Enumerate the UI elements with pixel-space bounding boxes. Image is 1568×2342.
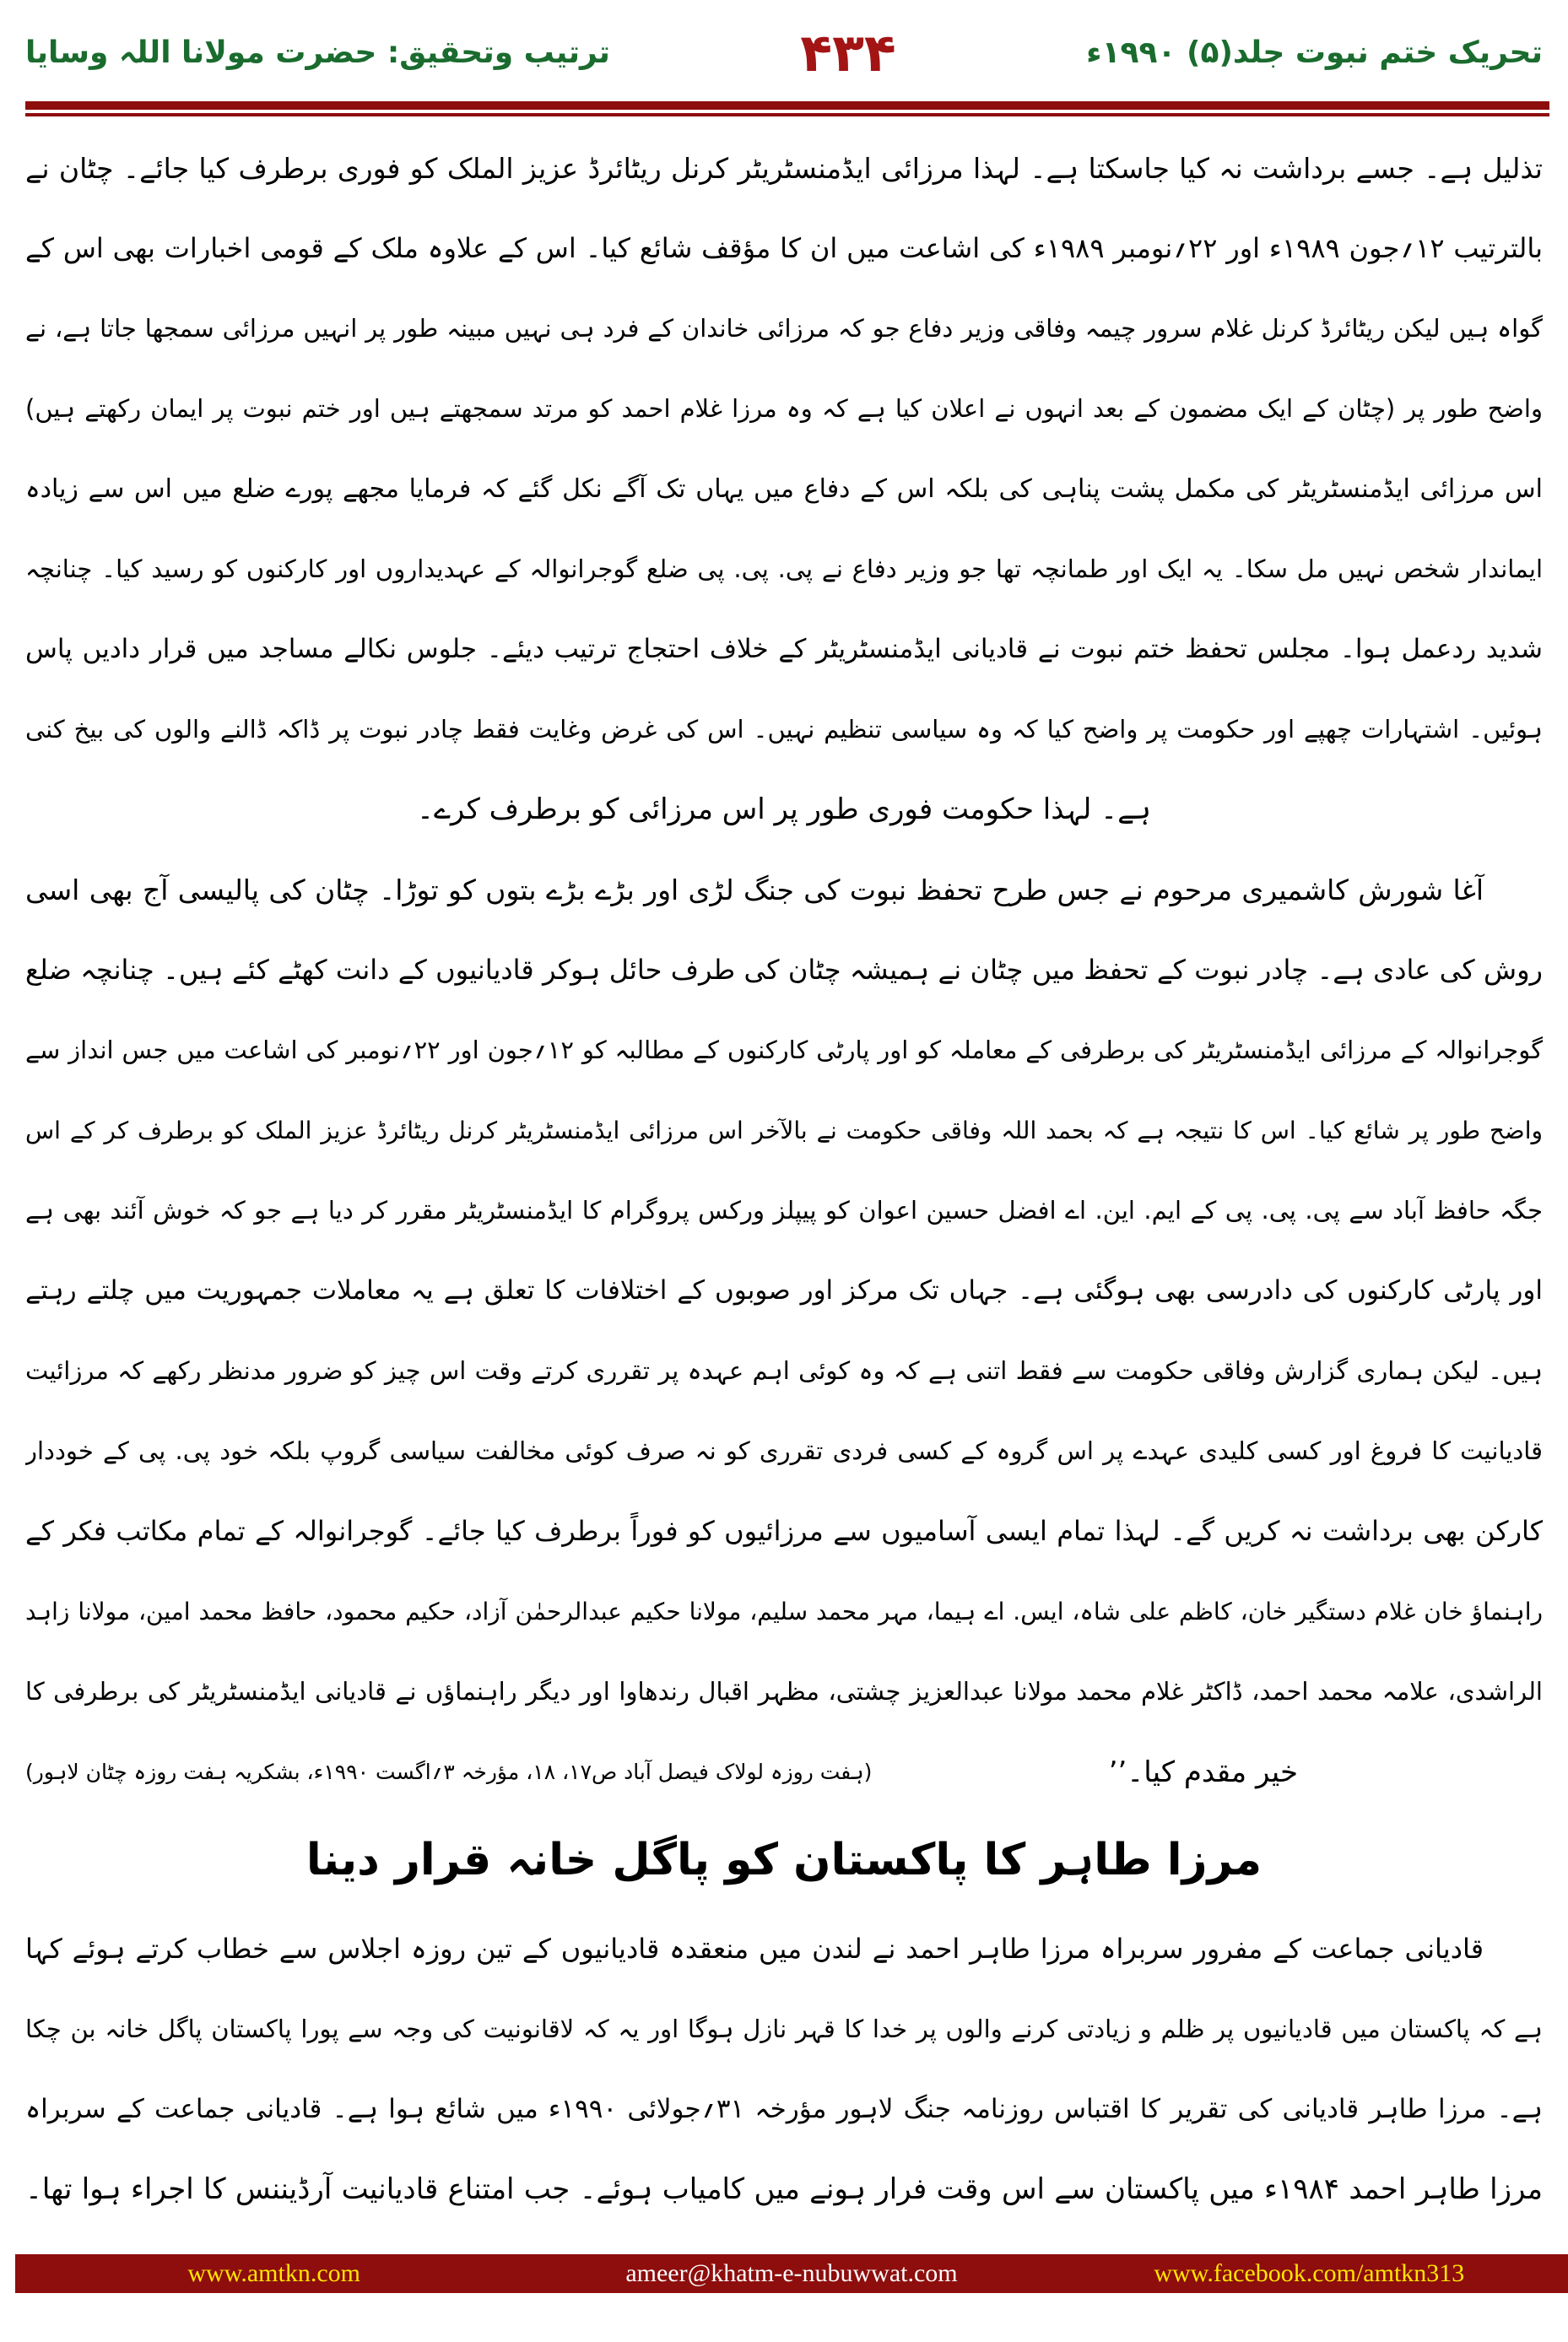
source-citation: (ہفت روزہ لولاک فیصل آباد ص۱۷، ۱۸، مؤرخہ ۳؍اگست ۱۹۹۰ء، بشکریہ ہفت روزہ چٹان لاہور) <box>25 1760 873 1784</box>
email-link[interactable]: ameer@khatm-e-nubuwwat.com <box>625 2259 958 2287</box>
paragraph-closing: خیر مقدم کیا۔’’ <box>1108 1755 1298 1789</box>
website-link[interactable]: www.amtkn.com <box>187 2259 360 2287</box>
header-rule-thick <box>25 101 1549 110</box>
body-line: ہے کہ پاکستان میں قادیانیوں پر ظلم و زیادتی کرنے والوں پر خدا کا قہر نازل ہوگا اور یہ کہ لاقانونیت کی وجہ سے پورا پاکستان پاگل خانہ بن چکا <box>25 2015 1543 2043</box>
body-line: جگہ حافظ آباد سے پی. پی. پی کے ایم. این. اے افضل حسین اعوان کو پیپلز ورکس پروگرام کا ایڈمنسٹریٹر مقرر کر دیا ہے جو کہ خوش آئند بھی ہے <box>25 1196 1543 1225</box>
body-line: گوجرانوالہ کے مرزائی ایڈمنسٹریٹر کی برطرفی کے معاملہ کو اور پارٹی کارکنوں کے مطالبہ کو ۱۲؍جون اور ۲۲؍نومبر کی اشاعت میں جس انداز سے <box>25 1036 1543 1064</box>
body-line: ہیں۔ لیکن ہماری گزارش وفاقی حکومت سے فقط اتنی ہے کہ وہ کوئی اہم عہدہ پر تقرری کرتے وقت اس چیز کو ضرور مدنظر رکھے کہ مرزائیت <box>25 1356 1543 1385</box>
body-line: واضح طور پر (چٹان کے ایک مضمون کے بعد انہوں نے اعلان کیا ہے کہ وہ مرزا غلام احمد کو مرتد سمجھتے ہیں اور ختم نبوت پر ایمان رکھتے ہیں) <box>25 394 1543 423</box>
body-line: اس مرزائی ایڈمنسٹریٹر کی مکمل پشت پناہی کی بلکہ اس کے دفاع میں یہاں تک آگے نکل گئے کہ فرمایا مجھے پورے ضلع میں اس سے زیادہ <box>25 474 1543 504</box>
header-rule-thin <box>25 113 1549 116</box>
body-line: ہوئیں۔ اشتہارات چھپے اور حکومت پر واضح کیا کہ وہ سیاسی تنظیم نہیں۔ اس کی غرض وغایت فقط چادر نبوت پر ڈاکہ ڈالنے والوں کی بیخ کنی <box>25 715 1543 744</box>
body-line: تذلیل ہے۔ جسے برداشت نہ کیا جاسکتا ہے۔ لہذا مرزائی ایڈمنسٹریٹر کرنل ریٹائرڈ عزیز الملک کو فوری برطرف کیا جائے۔ چٹان نے <box>25 152 1543 185</box>
section-heading: مرزا طاہر کا پاکستان کو پاگل خانہ قرار دینا <box>305 1835 1263 1885</box>
paragraph-1 <box>25 128 1543 850</box>
body-line: راہنماؤ خان غلام دستگیر خان، کاظم علی شاہ، ایس. اے ہیما، مہر محمد سلیم، مولانا حکیم عبدالرحمٰن آزاد، حکیم محمود، حافظ محمد امین، مولانا زاہد <box>25 1598 1543 1625</box>
paragraph-2 <box>25 850 1543 1812</box>
body-line: گواہ ہیں لیکن ریٹائرڈ کرنل غلام سرور چیمہ وفاقی وزیر دفاع جو کہ مرزائی خاندان کے فرد ہی نہیں مبینہ طور پر انہیں مرزائی سمجھا جاتا ہے، نے <box>25 314 1543 343</box>
body-line: قادیانیت کا فروغ اور کسی کلیدی عہدے پر اس گروہ کے کسی فردی تقرری کو نہ صرف کوئی مخالفت سیاسی گروپ بلکہ خود پی. پی کے خوددار <box>25 1436 1543 1465</box>
facebook-link[interactable]: www.facebook.com/amtkn313 <box>1154 2259 1465 2287</box>
footer-bar <box>15 2254 1568 2293</box>
body-line: الراشدی، علامہ محمد احمد، ڈاکٹر غلام محمد مولانا عبدالعزیز چشتی، مظہر اقبال رندھاوا اور دیگر راہنماؤں نے قادیانی ایڈمنسٹریٹر کی برطرفی کا <box>25 1677 1543 1706</box>
body-line: روش کی عادی ہے۔ چادر نبوت کے تحفظ میں چٹان نے ہمیشہ چٹان کی طرف حائل ہوکر قادیانیوں کے دانت کھٹے کئے ہیں۔ چنانچہ ضلع <box>25 954 1543 986</box>
body-line: ایماندار شخص نہیں مل سکا۔ یہ ایک اور طمانچہ تھا جو وزیر دفاع نے پی. پی. پی ضلع گوجرانوالہ کے عہدیداروں اور کارکنوں کو رسید کیا۔ چنانچہ <box>25 554 1543 583</box>
citation-row <box>25 1732 1543 1812</box>
body-line: قادیانی جماعت کے مفرور سربراہ مرزا طاہر احمد نے لندن میں منعقدہ قادیانیوں کے تین روزہ اجلاس سے خطاب کرتے ہوئے کہا <box>25 1933 1484 1965</box>
body-line: مرزا طاہر احمد ۱۹۸۴ء میں پاکستان سے اس وقت فرار ہونے میں کامیاب ہوئے۔ جب امتناع قادیانیت آرڈیننس کا اجراء ہوا تھا۔ <box>25 2172 1543 2206</box>
body-line: ہے۔ لہذا حکومت فوری طور پر اس مرزائی کو برطرف کرے۔ <box>417 792 1151 826</box>
body-line: ہے۔ مرزا طاہر قادیانی کی تقریر کا اقتباس روزنامہ جنگ لاہور مؤرخہ ۳۱؍جولائی ۱۹۹۰ء میں شائع ہوا ہے۔ قادیانی جماعت کے سربراہ <box>25 2094 1543 2124</box>
body-line: واضح طور پر شائع کیا۔ اس کا نتیجہ ہے کہ بحمد اللہ وفاقی حکومت نے بالآخر اس مرزائی ایڈمنسٹریٹر کرنل ریٹائرڈ عزیز الملک کو برطرف کر کے اس <box>25 1117 1543 1144</box>
book-title: تحریک ختم نبوت جلد(۵) ۱۹۹۰ء <box>1086 35 1543 70</box>
body-line: کارکن بھی برداشت نہ کریں گے۔ لہذا تمام ایسی آسامیوں سے مرزائیوں کو فوراً برطرف کیا جائے۔ گوجرانوالہ کے تمام مکاتب فکر کے <box>25 1515 1543 1547</box>
body-line: آغا شورش کاشمیری مرحوم نے جس طرح تحفظ نبوت کی جنگ لڑی اور بڑے بڑے بتوں کو توڑا۔ چٹان کی پالیسی آج بھی اسی <box>25 874 1484 906</box>
body-line: اور پارٹی کارکنوں کی دادرسی بھی ہوگئی ہے۔ جہاں تک مرکز اور صوبوں کے اختلافات کا تعلق ہے یہ معاملات جمہوریت میں چلتے رہتے <box>25 1275 1543 1306</box>
body-text <box>25 128 1543 2230</box>
body-line: شدید ردعمل ہوا۔ مجلس تحفظ ختم نبوت نے قادیانی ایڈمنسٹریٹر کے خلاف احتجاج ترتیب دیئے۔ جلوس نکالے مساجد میں قرار دادیں پاس <box>25 634 1543 664</box>
paragraph-3 <box>25 1909 1543 2230</box>
page-number: ۴۳۴ <box>800 22 896 84</box>
editor-credit: ترتیب وتحقیق: حضرت مولانا اللہ وسایا <box>25 35 610 70</box>
page-header <box>25 15 1543 91</box>
body-line: بالترتیب ۱۲؍جون ۱۹۸۹ء اور ۲۲؍نومبر ۱۹۸۹ء کی اشاعت میں ان کا مؤقف شائع کیا۔ اس کے علاوہ ملک کے قومی اخبارات بھی اس کے <box>25 232 1543 264</box>
